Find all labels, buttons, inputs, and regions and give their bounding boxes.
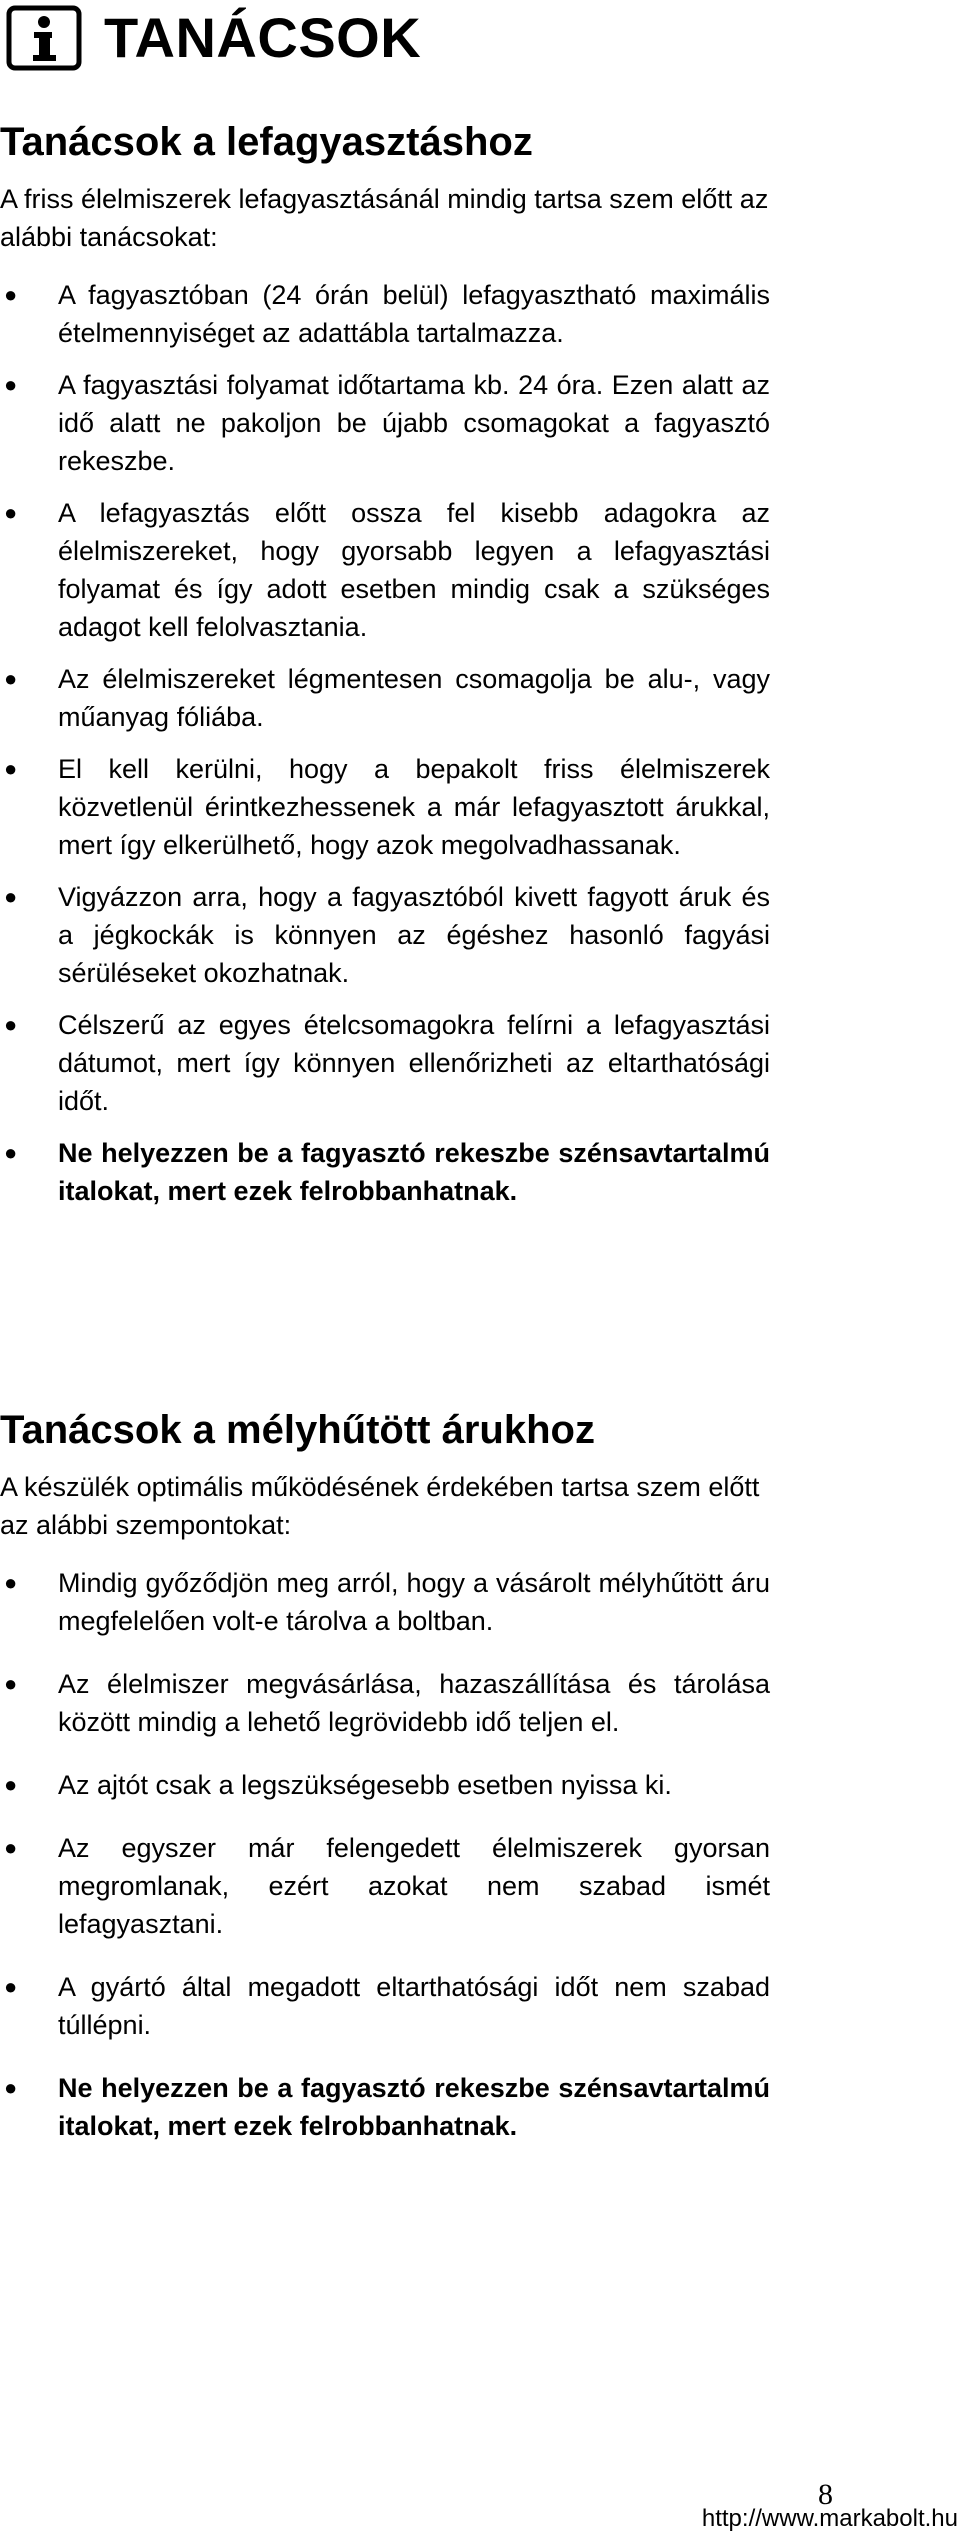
list-item xyxy=(0,1766,770,1804)
list-item-text: A lefagyasztás előtt ossza fel kisebb adagokra az élelmiszereket, hogy gyorsabb legyen a lefagyasztási folyamat és így adott esetben mindig csak a szükséges adagot kell felolvasztania. xyxy=(58,498,770,642)
page-title: TANÁCSOK xyxy=(104,6,422,69)
list-item-warning xyxy=(0,1134,770,1210)
list-item-text: Az élelmiszereket légmentesen csomagolja be alu-, vagy műanyag fóliába. xyxy=(58,664,770,732)
bullet-icon: ● xyxy=(4,884,18,909)
bullet-icon: ● xyxy=(4,1835,18,1860)
list-item xyxy=(0,1968,770,2044)
list-item-text: Célszerű az egyes ételcsomagokra felírni a lefagyasztási dátumot, mert így könnyen ellenőrizheti az eltarthatósági időt. xyxy=(58,1010,770,1116)
list-item-text: A gyártó által megadott eltarthatósági időt nem szabad túllépni. xyxy=(58,1972,770,2040)
list-item-text: Ne helyezzen be a fagyasztó rekeszbe szénsavtartalmú italokat, mert ezek felrobbanhatnak. xyxy=(58,1138,770,1206)
frozen-goods-tips-section xyxy=(0,1406,770,2170)
list-item-text: El kell kerülni, hogy a bepakolt friss élelmiszerek közvetlenül érintkezhessenek a már lefagyasztott árukkal, mert így elkerülhető, hogy azok megolvadhassanak. xyxy=(58,754,770,860)
footer-url: http://www.markabolt.hu xyxy=(701,2505,958,2532)
list-item-text: Mindig győződjön meg arról, hogy a vásárolt mélyhűtött áru megfelelően volt-e tárolva a boltban. xyxy=(58,1568,770,1636)
bullet-icon: ● xyxy=(4,666,18,691)
list-item xyxy=(0,1006,770,1120)
bullet-icon: ● xyxy=(4,1012,18,1037)
freezing-tips-section xyxy=(0,118,770,1224)
list-item xyxy=(0,1564,770,1640)
bullet-icon: ● xyxy=(4,500,18,525)
page-header xyxy=(6,2,421,74)
freezing-tips-list xyxy=(0,276,770,1210)
bullet-icon: ● xyxy=(4,2075,18,2100)
list-item xyxy=(0,494,770,646)
list-item xyxy=(0,750,770,864)
list-item xyxy=(0,276,770,352)
section-title-freezing: Tanácsok a lefagyasztáshoz xyxy=(0,120,533,164)
list-item-text: A fagyasztási folyamat időtartama kb. 24 óra. Ezen alatt az idő alatt ne pakoljon be újabb csomagokat a fagyasztó rekeszbe. xyxy=(58,370,770,476)
list-item-text: Az ajtót csak a legszükségesebb esetben nyissa ki. xyxy=(58,1770,672,1800)
bullet-icon: ● xyxy=(4,1570,18,1595)
list-item xyxy=(0,366,770,480)
section-title-frozen: Tanácsok a mélyhűtött árukhoz xyxy=(0,1408,595,1452)
list-item xyxy=(0,660,770,736)
frozen-tips-list xyxy=(0,1564,770,2145)
bullet-icon: ● xyxy=(4,282,18,307)
list-item-warning xyxy=(0,2069,770,2145)
list-item-text: Vigyázzon arra, hogy a fagyasztóból kivett fagyott áruk és a jégkockák is könnyen az égéshez hasonló fagyási sérüléseket okozhatnak. xyxy=(58,882,770,988)
list-item-text: A fagyasztóban (24 órán belül) lefagyasztható maximális ételmennyiséget az adattábla tartalmazza. xyxy=(58,280,770,348)
list-item xyxy=(0,1829,770,1943)
list-item-text: Az egyszer már felengedett élelmiszerek gyorsan megromlanak, ezért azokat nem szabad ismét lefagyasztani. xyxy=(58,1833,770,1939)
bullet-icon: ● xyxy=(4,1772,18,1797)
bullet-icon: ● xyxy=(4,1974,18,1999)
page-number: 8 xyxy=(818,2478,833,2511)
list-item-text: Az élelmiszer megvásárlása, hazaszállítása és tárolása között mindig a lehető legrövidebb idő teljen el. xyxy=(58,1669,770,1737)
bullet-icon: ● xyxy=(4,1140,18,1165)
info-icon xyxy=(6,5,82,71)
bullet-icon: ● xyxy=(4,1671,18,1696)
bullet-icon: ● xyxy=(4,372,18,397)
bullet-icon: ● xyxy=(4,756,18,781)
section-intro-freezing: A friss élelmiszerek lefagyasztásánál mindig tartsa szem előtt az alábbi tanácsokat: xyxy=(0,184,769,252)
list-item xyxy=(0,1665,770,1741)
list-item-text: Ne helyezzen be a fagyasztó rekeszbe szénsavtartalmú italokat, mert ezek felrobbanhatnak. xyxy=(58,2073,770,2141)
list-item xyxy=(0,878,770,992)
section-intro-frozen: A készülék optimális működésének érdekében tartsa szem előtt az alábbi szempontokat: xyxy=(0,1472,760,1540)
